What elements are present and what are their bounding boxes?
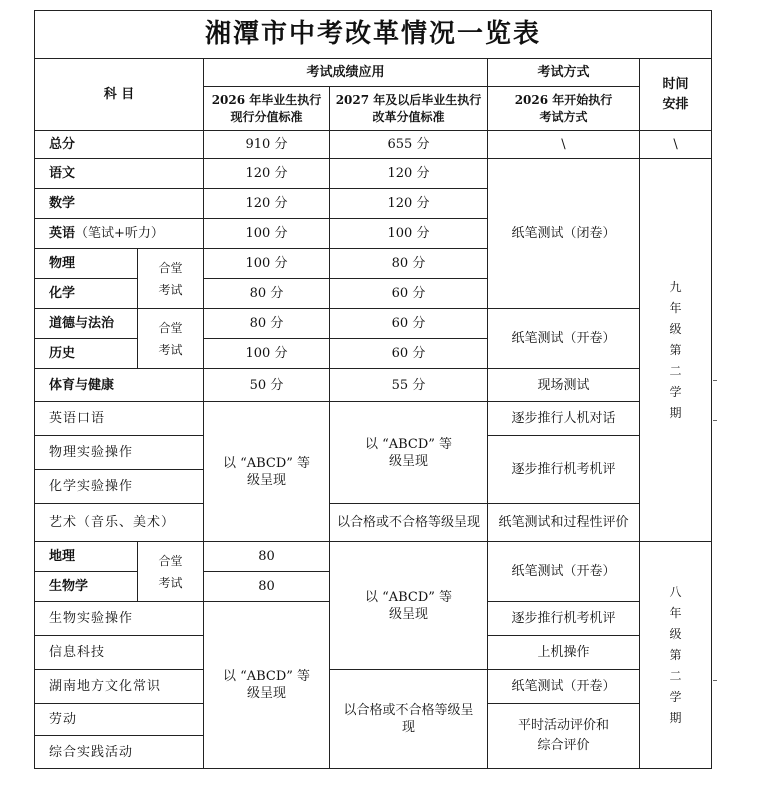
subject-it: 信息科技 [35, 636, 204, 670]
subject-physics: 物理 [35, 249, 138, 279]
table-title: 湘潭市中考改革情况一览表 [35, 11, 712, 59]
it-method: 上机操作 [488, 636, 640, 670]
chinese-2026: 120 分 [204, 159, 330, 189]
subject-pe: 体育与健康 [35, 369, 204, 402]
history-2027: 60 分 [330, 339, 488, 369]
subject-labor: 劳动 [35, 704, 204, 736]
header-2027-standard: 2027 年及以后毕业生执行改革分值标准 [330, 87, 488, 131]
math-2026: 120 分 [204, 189, 330, 219]
reform-table-wrapper [34, 10, 711, 786]
morality-2027: 60 分 [330, 309, 488, 339]
oral-english-method: 逐步推行人机对话 [488, 402, 640, 436]
method-daily-eval: 平时活动评价和综合评价 [488, 704, 640, 769]
combined-exam-geo-bio: 合堂考试 [138, 542, 204, 602]
hunan-culture-method: 纸笔测试（开卷） [488, 670, 640, 704]
subject-chemistry: 化学 [35, 279, 138, 309]
subject-english [35, 219, 204, 249]
english-2026: 100 分 [204, 219, 330, 249]
english-note: （笔试+听力） [75, 226, 164, 241]
english-2027: 100 分 [330, 219, 488, 249]
method-open-book-2: 纸笔测试（开卷） [488, 542, 640, 602]
pe-method: 现场测试 [488, 369, 640, 402]
subject-practice: 综合实践活动 [35, 736, 204, 769]
morality-2026: 80 分 [204, 309, 330, 339]
chemistry-2026: 80 分 [204, 279, 330, 309]
physics-2026: 100 分 [204, 249, 330, 279]
subject-arts: 艺术（音乐、美术） [35, 504, 204, 542]
subject-morality: 道德与法治 [35, 309, 138, 339]
total-2027: 655 分 [330, 131, 488, 159]
subject-biology: 生物学 [35, 572, 138, 602]
biology-2026: 80 [204, 572, 330, 602]
subject-total: 总分 [35, 131, 204, 159]
total-2026: 910 分 [204, 131, 330, 159]
history-2026: 100 分 [204, 339, 330, 369]
subject-chemistry-lab: 化学实验操作 [35, 470, 204, 504]
header-time: 时间安排 [640, 59, 712, 131]
subject-physics-lab: 物理实验操作 [35, 436, 204, 470]
biology-lab-method: 逐步推行机考机评 [488, 602, 640, 636]
arts-2027: 以合格或不合格等级呈现 [330, 504, 488, 542]
margin-mark [713, 420, 717, 421]
subject-math: 数学 [35, 189, 204, 219]
subject-chinese: 语文 [35, 159, 204, 189]
header-2026-method: 2026 年开始执行考试方式 [488, 87, 640, 131]
margin-mark [713, 680, 717, 681]
subject-history: 历史 [35, 339, 138, 369]
time-grade8: 八年级第二学期 [640, 542, 712, 769]
english-label: 英语 [49, 226, 76, 241]
header-2026-standard: 2026 年毕业生执行现行分值标准 [204, 87, 330, 131]
subject-biology-lab: 生物实验操作 [35, 602, 204, 636]
pe-2026: 50 分 [204, 369, 330, 402]
total-method: \ [488, 131, 640, 159]
abcd-2027-group2: 以 “ABCD” 等级呈现 [330, 542, 488, 670]
abcd-2027-group1: 以 “ABCD” 等级呈现 [330, 402, 488, 504]
method-machine-eval-1: 逐步推行机考机评 [488, 436, 640, 504]
combined-exam-physics-chemistry: 合堂考试 [138, 249, 204, 309]
combined-exam-morality-history: 合堂考试 [138, 309, 204, 369]
method-open-book-1: 纸笔测试（开卷） [488, 309, 640, 369]
arts-method: 纸笔测试和过程性评价 [488, 504, 640, 542]
abcd-2026-group1: 以 “ABCD” 等级呈现 [204, 402, 330, 542]
subject-oral-english: 英语口语 [35, 402, 204, 436]
math-2027: 120 分 [330, 189, 488, 219]
chinese-2027: 120 分 [330, 159, 488, 189]
header-exam-method: 考试方式 [488, 59, 640, 87]
abcd-2026-group2: 以 “ABCD” 等级呈现 [204, 602, 330, 769]
reform-table [34, 10, 712, 769]
physics-2027: 80 分 [330, 249, 488, 279]
pass-fail-2027: 以合格或不合格等级呈现 [330, 670, 488, 769]
geography-2026: 80 [204, 542, 330, 572]
time-grade9: 九年级第二学期 [640, 159, 712, 542]
header-subject: 科 目 [35, 59, 204, 131]
total-time: \ [640, 131, 712, 159]
margin-mark [713, 380, 717, 381]
subject-hunan-culture: 湖南地方文化常识 [35, 670, 204, 704]
header-score-application: 考试成绩应用 [204, 59, 488, 87]
subject-geography: 地理 [35, 542, 138, 572]
method-closed-book: 纸笔测试（闭卷） [488, 159, 640, 309]
pe-2027: 55 分 [330, 369, 488, 402]
chemistry-2027: 60 分 [330, 279, 488, 309]
